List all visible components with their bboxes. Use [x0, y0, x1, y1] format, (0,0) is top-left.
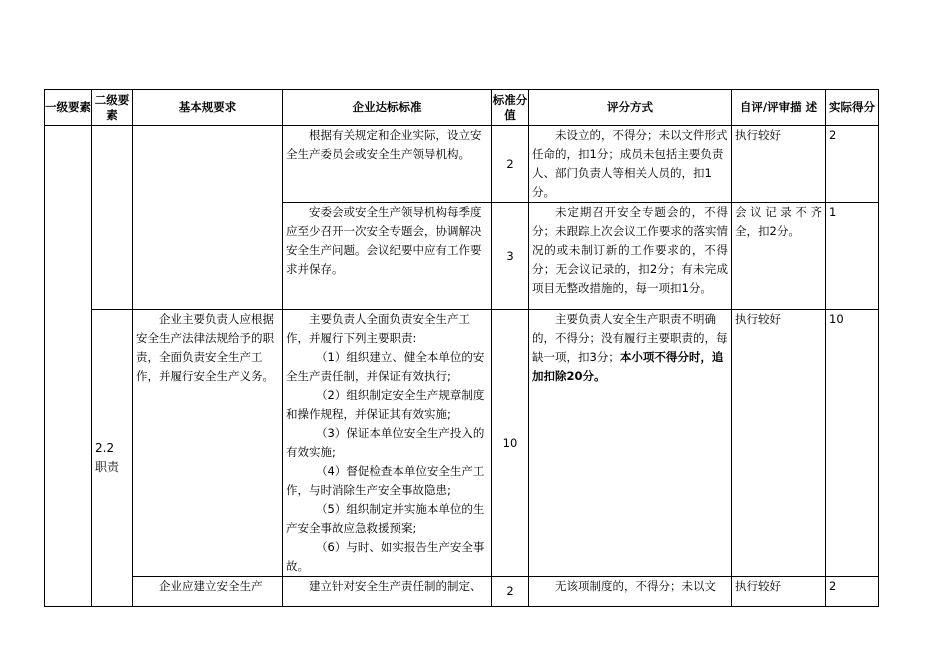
score-cell: 2 — [492, 577, 529, 607]
score-cell: 2 — [492, 126, 529, 203]
method-cell: 未设立的，不得分；未以文件形式任命的，扣1分；成员未包括主要负责人、部门负责人等相关人员的，扣1分。 — [529, 126, 732, 203]
method-text: 主要负责人安全生产职责不明确的，不得分；没有履行主要职责的，每缺一项，扣3分； — [532, 312, 728, 364]
table-row — [45, 310, 879, 577]
standard-cell — [283, 310, 492, 577]
standard-intro: 主要负责人全面负责安全生产工作，并履行下列主要职责: — [286, 312, 470, 345]
requirement-cell: 企业主要负责人应根据安全生产法律法规给予的职责，全面负责安全生产工作，并履行安全生产义务。 — [133, 310, 283, 577]
requirement-cell-empty — [133, 126, 283, 310]
header-row — [45, 90, 879, 126]
standard-item: （3）保证本单位安全生产投入的有效实施; — [286, 426, 485, 459]
score-cell: 10 — [492, 310, 529, 577]
review-cell: 执行较好 — [732, 126, 826, 203]
standard-item: （2）组织制定安全生产规章制度和操作规程，并保证其有效实施; — [286, 388, 485, 421]
standards-table — [44, 89, 879, 607]
requirement-cell: 企业应建立安全生产 — [133, 577, 283, 607]
standard-cell: 建立针对安全生产责任制的制定、 — [283, 577, 492, 607]
header-basic-requirement: 基本规要求 — [133, 90, 283, 126]
method-cell — [529, 310, 732, 577]
header-scoring-method: 评分方式 — [529, 90, 732, 126]
header-standard-score: 标准分值 — [492, 90, 529, 126]
actual-score-cell: 2 — [826, 577, 879, 607]
header-actual-score: 实际得分 — [826, 90, 879, 126]
table-row — [45, 577, 879, 607]
review-cell: 执行较好 — [732, 310, 826, 577]
header-level2: 二级要素 — [92, 90, 133, 126]
standard-item: （4）督促检查本单位安全生产工作，与时消除生产安全事故隐患; — [286, 464, 485, 497]
method-cell: 无该项制度的，不得分；未以文 — [529, 577, 732, 607]
header-level1: 一级要素 — [45, 90, 92, 126]
review-cell: 会议记录不齐全，扣2分。 — [732, 203, 826, 310]
actual-score-cell: 2 — [826, 126, 879, 203]
level1-cell — [45, 126, 92, 607]
standard-item: （5）组织制定并实施本单位的生产安全事故应急救援预案; — [286, 502, 485, 535]
method-cell: 未定期召开安全专题会的，不得分；未跟踪上次会议工作要求的落实情况的或未制订新的工作要求的，不得分；无会议记录的，扣2分；有未完成项目无整改措施的，每一项扣1分。 — [529, 203, 732, 310]
standard-item: （6）与时、如实报告生产安全事故。 — [286, 540, 485, 573]
standard-cell: 根据有关规定和企业实际，设立安全生产委员会或安全生产领导机构。 — [283, 126, 492, 203]
score-cell: 3 — [492, 203, 529, 310]
level2-cell-empty — [92, 126, 133, 310]
level2-cell-duties: 2.2 职责 — [92, 310, 133, 607]
method-penalty-text: 本小项不得分时，追加扣除20分。 — [532, 350, 724, 383]
standard-item: （1）组织建立、健全本单位的安全生产责任制，并保证有效执行; — [286, 350, 485, 383]
review-cell: 执行较好 — [732, 577, 826, 607]
actual-score-cell: 10 — [826, 310, 879, 577]
table-row — [45, 126, 879, 203]
standard-cell: 安委会或安全生产领导机构每季度应至少召开一次安全专题会，协调解决安全生产问题。会议纪要中应有工作要求并保存。 — [283, 203, 492, 310]
header-enterprise-standard: 企业达标标准 — [283, 90, 492, 126]
actual-score-cell: 1 — [826, 203, 879, 310]
header-review-description: 自评/评审描 述 — [732, 90, 826, 126]
